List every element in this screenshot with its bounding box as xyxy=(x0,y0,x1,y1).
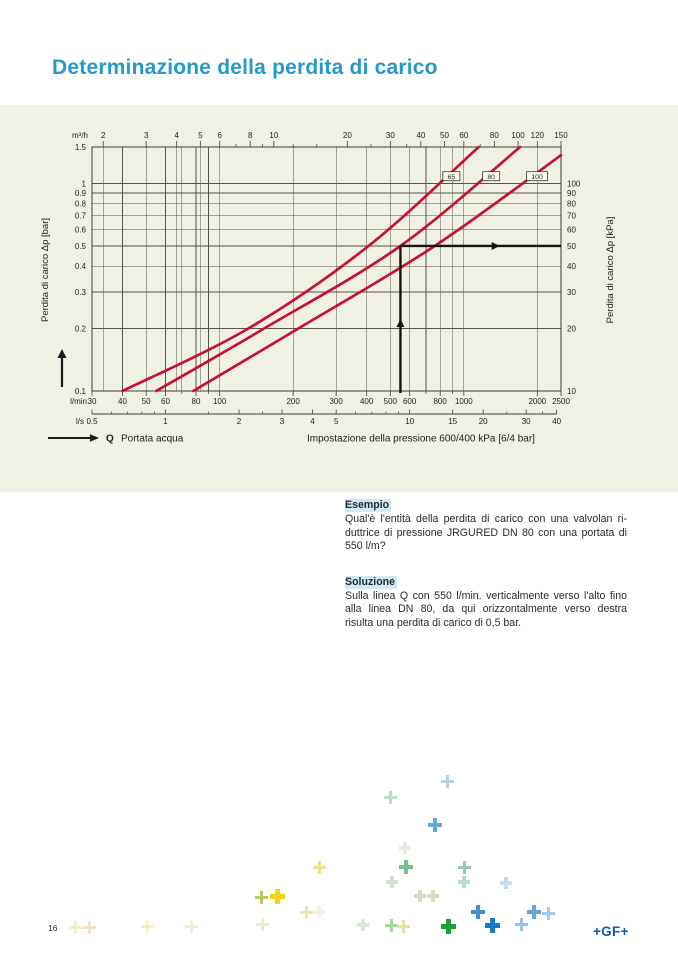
plus-decoration-icon xyxy=(414,890,426,902)
svg-text:300: 300 xyxy=(329,397,343,406)
svg-text:20: 20 xyxy=(478,417,488,426)
svg-text:5: 5 xyxy=(198,131,203,140)
svg-text:500: 500 xyxy=(383,397,398,406)
svg-text:100: 100 xyxy=(567,179,581,189)
svg-text:Q: Q xyxy=(106,433,114,445)
svg-text:0.3: 0.3 xyxy=(74,287,86,297)
plus-decoration-icon xyxy=(399,860,413,874)
svg-text:10: 10 xyxy=(269,131,279,140)
svg-text:40: 40 xyxy=(552,417,562,426)
axis-right-kpa xyxy=(567,179,581,395)
svg-text:0.1: 0.1 xyxy=(74,386,86,396)
svg-text:Portata acqua: Portata acqua xyxy=(121,433,184,445)
solution-text-line: risulta una perdita di carico di 0,5 bar. xyxy=(345,616,522,629)
svg-text:80: 80 xyxy=(487,173,495,181)
example-text-line: Qual'è l'entità della perdita di carico con una valvolan ri- xyxy=(345,513,627,526)
svg-text:30: 30 xyxy=(385,131,395,140)
example-path xyxy=(396,242,561,393)
svg-text:8: 8 xyxy=(247,131,253,140)
plus-decoration-icon xyxy=(427,890,439,902)
plus-decoration-icon xyxy=(313,906,325,918)
svg-text:5: 5 xyxy=(333,417,339,426)
chart-panel xyxy=(0,105,678,492)
pressure-loss-chart xyxy=(0,105,678,492)
plus-decoration-icon xyxy=(542,907,555,920)
svg-text:0.5: 0.5 xyxy=(74,241,86,251)
plus-decoration-icon xyxy=(527,905,541,919)
svg-text:65: 65 xyxy=(447,173,456,181)
example-heading-row xyxy=(345,499,627,512)
grid xyxy=(92,147,561,391)
svg-text:0.7: 0.7 xyxy=(74,211,86,221)
svg-text:20: 20 xyxy=(567,324,576,334)
svg-text:1000: 1000 xyxy=(454,397,473,406)
plus-decoration-icon xyxy=(300,906,313,919)
plus-decoration-icon xyxy=(500,877,512,889)
plus-decoration-icon xyxy=(69,921,82,934)
solution-heading: Soluzione xyxy=(345,575,396,588)
plus-decoration-icon xyxy=(471,905,485,919)
plus-decoration-icon xyxy=(458,876,470,888)
svg-text:50: 50 xyxy=(567,241,576,251)
svg-text:60: 60 xyxy=(161,397,170,406)
svg-text:70: 70 xyxy=(567,211,576,221)
svg-text:0.2: 0.2 xyxy=(74,324,86,334)
example-text-line: 550 l/m? xyxy=(345,540,386,553)
svg-text:60: 60 xyxy=(459,131,469,140)
svg-text:30: 30 xyxy=(567,287,576,297)
flow-legend xyxy=(48,434,184,445)
plus-decoration-icon xyxy=(485,918,500,933)
solution-text-line: Sulla linea Q con 550 l/min. verticalmente verso l'alto fino xyxy=(345,590,627,603)
svg-text:200: 200 xyxy=(286,397,300,406)
up-arrow-icon xyxy=(396,319,404,327)
svg-text:0.5: 0.5 xyxy=(86,417,98,426)
page-title: Determinazione della perdita di carico xyxy=(52,56,438,79)
plus-decoration-icon xyxy=(441,919,456,934)
plus-decoration-icon xyxy=(384,791,397,804)
svg-text:40: 40 xyxy=(416,131,426,140)
svg-text:4: 4 xyxy=(174,131,179,140)
y-axis-right-title: Perdita di carico Δp [kPa] xyxy=(605,216,616,324)
svg-text:50: 50 xyxy=(440,131,449,140)
svg-text:15: 15 xyxy=(448,417,458,426)
plus-decoration-icon xyxy=(255,891,268,904)
svg-text:10: 10 xyxy=(567,386,576,396)
svg-text:6: 6 xyxy=(217,131,222,140)
svg-text:4: 4 xyxy=(310,417,315,426)
svg-text:3: 3 xyxy=(279,417,285,426)
svg-text:2000: 2000 xyxy=(528,397,547,406)
svg-text:40: 40 xyxy=(118,397,127,406)
axis-ls xyxy=(76,410,562,427)
axis-left-bar xyxy=(75,143,87,396)
svg-text:30: 30 xyxy=(521,417,531,426)
plus-decoration-icon xyxy=(141,920,154,933)
dp-direction-arrow-icon xyxy=(58,349,67,387)
svg-text:80: 80 xyxy=(567,199,576,209)
pressure-setting-note: Impostazione della pressione 600/400 kPa [6/4 bar] xyxy=(307,433,535,445)
axis-bottom-lmin xyxy=(70,391,570,406)
svg-text:0.9: 0.9 xyxy=(74,188,86,198)
svg-text:1.5: 1.5 xyxy=(74,142,86,152)
svg-text:10: 10 xyxy=(405,417,415,426)
svg-text:l/min: l/min xyxy=(70,397,87,406)
svg-text:1: 1 xyxy=(163,417,168,426)
plus-decoration-icon xyxy=(270,889,285,904)
svg-text:90: 90 xyxy=(567,188,576,198)
plus-decoration-icon xyxy=(397,920,410,933)
svg-text:2: 2 xyxy=(236,417,242,426)
gf-brand-logo: +GF+ xyxy=(593,924,629,939)
example-section xyxy=(345,499,627,630)
svg-text:100: 100 xyxy=(212,397,227,406)
plus-decoration-icon xyxy=(386,876,398,888)
svg-text:100: 100 xyxy=(511,131,525,140)
svg-text:400: 400 xyxy=(359,397,374,406)
curve-dn-100 xyxy=(193,155,561,391)
plus-decoration-icon xyxy=(83,921,96,934)
svg-text:2500: 2500 xyxy=(552,397,570,406)
plus-decoration-icon xyxy=(256,918,269,931)
svg-text:120: 120 xyxy=(530,131,545,140)
example-text-line: duttrice di pressione JRGURED DN 80 con una portata di xyxy=(345,526,627,539)
svg-text:800: 800 xyxy=(433,397,447,406)
solution-text-line: alla linea DN 80, da qui orizzontalmente verso destra xyxy=(345,603,627,616)
svg-text:0.4: 0.4 xyxy=(74,261,86,271)
svg-text:80: 80 xyxy=(489,131,499,140)
solution-heading-row xyxy=(345,576,627,589)
svg-text:50: 50 xyxy=(141,397,151,406)
svg-text:600: 600 xyxy=(402,397,417,406)
svg-text:80: 80 xyxy=(191,397,201,406)
svg-text:20: 20 xyxy=(342,131,352,140)
dn-labels xyxy=(443,172,548,181)
svg-text:1: 1 xyxy=(81,179,86,189)
page-number: 16 xyxy=(48,923,58,933)
svg-text:2: 2 xyxy=(100,131,106,140)
plus-decoration-icon xyxy=(399,842,411,854)
svg-text:0.8: 0.8 xyxy=(74,199,86,209)
plus-decoration-icon xyxy=(441,775,454,788)
svg-text:l/s: l/s xyxy=(76,417,84,426)
plus-decoration-icon xyxy=(515,918,528,931)
plus-decoration-icon xyxy=(458,861,471,874)
plus-decoration-icon xyxy=(428,818,442,832)
svg-text:100: 100 xyxy=(531,173,543,181)
plus-decoration-icon xyxy=(357,919,369,931)
svg-text:60: 60 xyxy=(567,225,576,235)
svg-text:3: 3 xyxy=(143,131,149,140)
plus-decoration-icon xyxy=(313,861,326,874)
svg-text:m³/h: m³/h xyxy=(72,131,88,140)
svg-text:0.6: 0.6 xyxy=(74,225,86,235)
plus-decoration-icon xyxy=(185,920,198,933)
svg-text:30: 30 xyxy=(87,397,97,406)
svg-text:40: 40 xyxy=(567,261,576,271)
svg-text:150: 150 xyxy=(554,131,568,140)
right-arrow-icon xyxy=(90,434,99,442)
example-heading: Esempio xyxy=(345,499,390,511)
right-arrow-icon xyxy=(492,242,500,250)
y-axis-left-title: Perdita di carico Δp [bar] xyxy=(40,217,51,323)
axis-top-m3h xyxy=(72,131,568,147)
